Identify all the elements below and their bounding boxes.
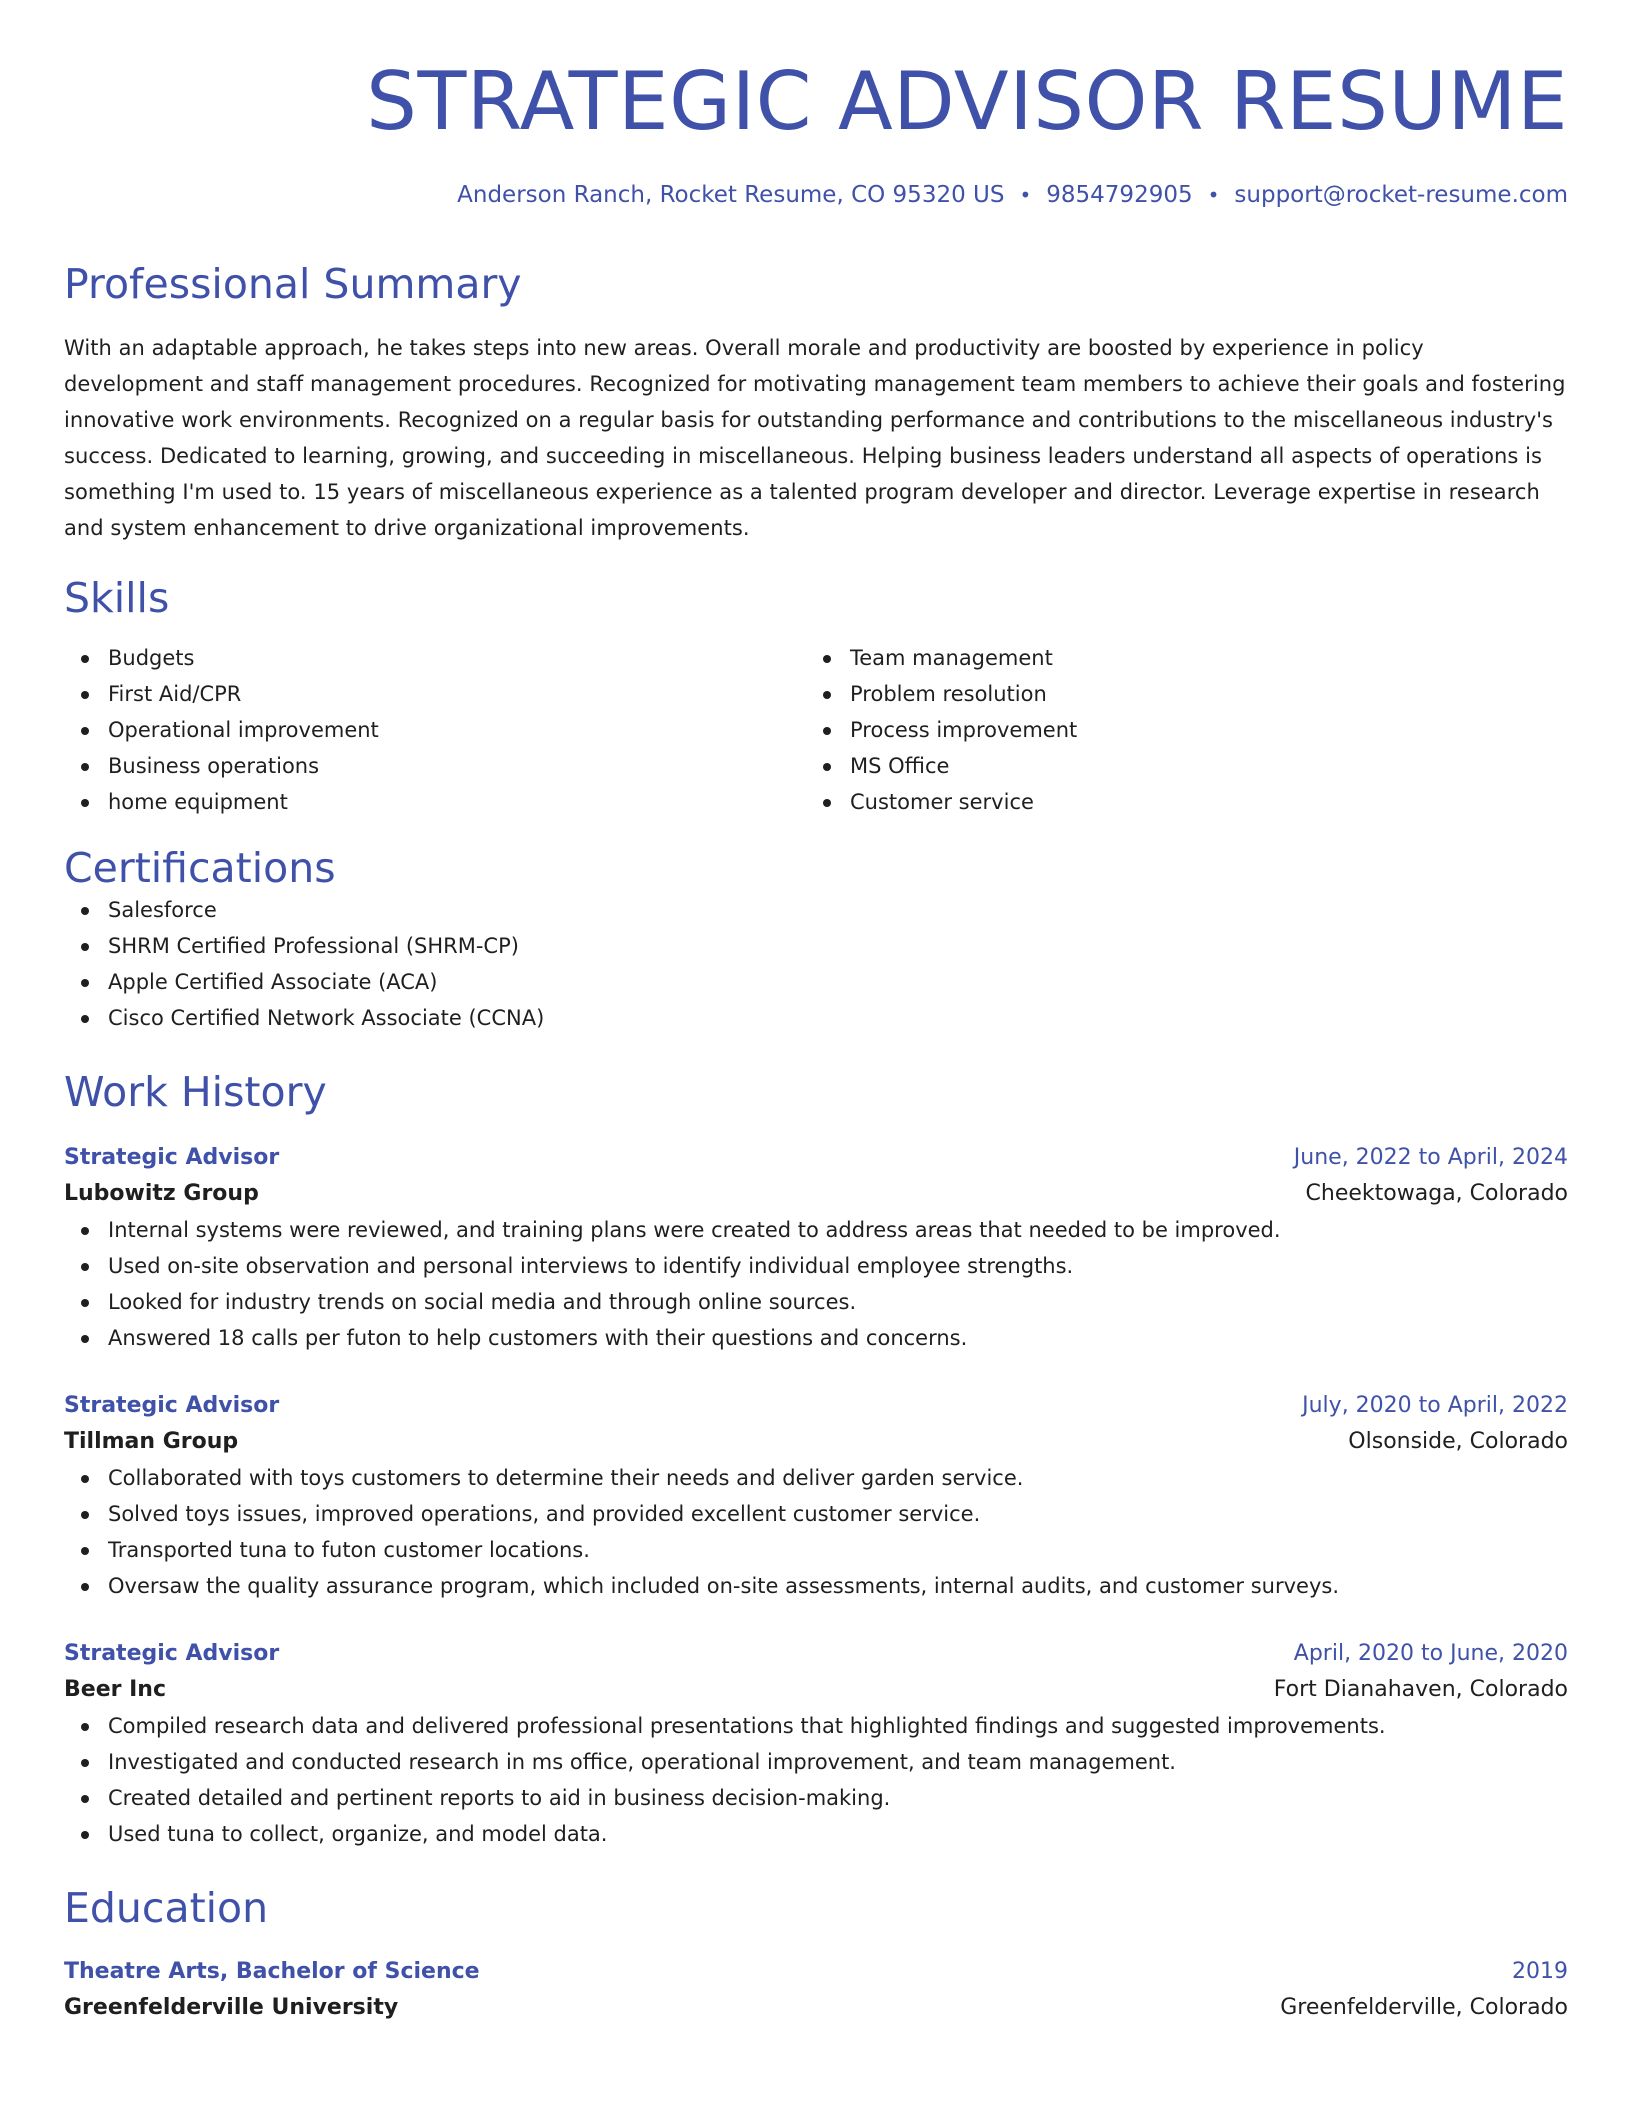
bullet-icon (81, 1227, 89, 1235)
job-header-row (64, 1388, 1568, 1424)
skill-item: home equipment (64, 784, 806, 820)
skill-item: Business operations (64, 748, 806, 784)
job-location: Cheektowaga, Colorado (1305, 1181, 1568, 1206)
job-title: Strategic Advisor (64, 1145, 280, 1170)
bullet-icon (81, 1759, 89, 1767)
job-bullets (64, 1708, 1568, 1852)
skills-column-right (806, 640, 1548, 820)
bullet-icon (81, 655, 89, 663)
contact-phone[interactable]: 9854792905 (1046, 182, 1193, 208)
bullet-icon (81, 1723, 89, 1731)
education-school-row (64, 1990, 1568, 2026)
skill-item: Operational improvement (64, 712, 806, 748)
job-bullet: Collaborated with toys customers to determine their needs and deliver garden service. (64, 1460, 1568, 1496)
summary-heading: Professional Summary (64, 260, 522, 308)
work-history-heading: Work History (64, 1068, 327, 1116)
education-degree: Theatre Arts, Bachelor of Science (64, 1959, 480, 1984)
contact-email[interactable]: support@rocket-resume.com (1234, 182, 1568, 208)
job-bullet: Internal systems were reviewed, and training plans were created to address areas that needed to be improved. (64, 1212, 1568, 1248)
job-dates: April, 2020 to June, 2020 (1293, 1641, 1568, 1666)
bullet-icon (81, 1831, 89, 1839)
certification-item: Cisco Certified Network Associate (CCNA) (64, 1000, 1568, 1036)
bullet-icon (81, 1795, 89, 1803)
bullet-icon (81, 727, 89, 735)
skill-item: Customer service (806, 784, 1548, 820)
job-bullet: Oversaw the quality assurance program, which included on-site assessments, internal audits, and customer surveys. (64, 1568, 1568, 1604)
job-location: Fort Dianahaven, Colorado (1273, 1677, 1568, 1702)
job-bullet: Used on-site observation and personal interviews to identify individual employee strengths. (64, 1248, 1568, 1284)
skill-item: Team management (806, 640, 1548, 676)
job-company: Tillman Group (64, 1429, 239, 1454)
contact-address: Anderson Ranch, Rocket Resume, CO 95320 US (457, 182, 1005, 208)
bullet-icon (823, 655, 831, 663)
bullet-icon (81, 907, 89, 915)
job-bullet: Investigated and conducted research in ms office, operational improvement, and team management. (64, 1744, 1568, 1780)
contact-separator: • (1019, 183, 1032, 207)
bullet-icon (823, 763, 831, 771)
job-company-row (64, 1424, 1568, 1460)
skills-column-left (64, 640, 806, 820)
certification-item: SHRM Certified Professional (SHRM-CP) (64, 928, 1568, 964)
job-company: Lubowitz Group (64, 1181, 259, 1206)
education-header-row (64, 1954, 1568, 1990)
job-entry (64, 1636, 1568, 1852)
resume-title: STRATEGIC ADVISOR RESUME (366, 55, 1568, 148)
bullet-icon (81, 1335, 89, 1343)
bullet-icon (81, 943, 89, 951)
bullet-icon (823, 691, 831, 699)
skills-list-right (806, 640, 1548, 820)
job-bullet: Answered 18 calls per futon to help customers with their questions and concerns. (64, 1320, 1568, 1356)
certifications-heading: Certifications (64, 844, 336, 892)
bullet-icon (81, 979, 89, 987)
skill-item: First Aid/CPR (64, 676, 806, 712)
bullet-icon (81, 1015, 89, 1023)
job-bullet: Looked for industry trends on social media and through online sources. (64, 1284, 1568, 1320)
education-heading: Education (64, 1884, 269, 1932)
summary-text: With an adaptable approach, he takes steps into new areas. Overall morale and productivity are boosted by experience in policy development and staff management procedures. Recognized for motivating management team members to achieve their goals and fostering innovative work environments. Recognized on a regular basis for outstanding performance and contributions to the miscellaneous industry's success. Dedicated to learning, growing, and succeeding in miscellaneous. Helping business leaders understand all aspects of operations is something I'm used to. 15 years of miscellaneous experience as a talented program developer and director. Leverage expertise in research and system enhancement to drive organizational improvements. (64, 336, 1566, 540)
job-title: Strategic Advisor (64, 1641, 280, 1666)
job-entry (64, 1140, 1568, 1356)
job-bullet: Used tuna to collect, organize, and model data. (64, 1816, 1568, 1852)
education-school: Greenfelderville University (64, 1995, 399, 2020)
job-header-row (64, 1636, 1568, 1672)
bullet-icon (81, 1299, 89, 1307)
bullet-icon (81, 1583, 89, 1591)
job-bullet: Created detailed and pertinent reports to aid in business decision-making. (64, 1780, 1568, 1816)
bullet-icon (81, 1475, 89, 1483)
skill-item: Budgets (64, 640, 806, 676)
education-location: Greenfelderville, Colorado (1280, 1995, 1568, 2020)
contact-separator: • (1207, 183, 1220, 207)
job-dates: June, 2022 to April, 2024 (1293, 1145, 1568, 1170)
bullet-icon (81, 1263, 89, 1271)
certification-item: Salesforce (64, 892, 1568, 928)
bullet-icon (81, 763, 89, 771)
education-year: 2019 (1512, 1959, 1568, 1984)
job-company: Beer Inc (64, 1677, 167, 1702)
skills-heading: Skills (64, 574, 170, 622)
bullet-icon (81, 799, 89, 807)
skill-item: MS Office (806, 748, 1548, 784)
bullet-icon (81, 1511, 89, 1519)
bullet-icon (823, 727, 831, 735)
job-header-row (64, 1140, 1568, 1176)
job-title: Strategic Advisor (64, 1393, 280, 1418)
job-bullets (64, 1460, 1568, 1604)
certifications-list (64, 892, 1568, 1036)
job-company-row (64, 1176, 1568, 1212)
skill-item: Problem resolution (806, 676, 1548, 712)
education-entry (64, 1954, 1568, 2026)
job-bullet: Compiled research data and delivered professional presentations that highlighted findings and suggested improvements. (64, 1708, 1568, 1744)
skill-item: Process improvement (806, 712, 1548, 748)
job-bullet: Solved toys issues, improved operations, and provided excellent customer service. (64, 1496, 1568, 1532)
contact-line (64, 180, 1568, 210)
bullet-icon (81, 691, 89, 699)
job-company-row (64, 1672, 1568, 1708)
skills-grid (64, 640, 1568, 820)
certification-item: Apple Certified Associate (ACA) (64, 964, 1568, 1000)
job-entry (64, 1388, 1568, 1604)
skills-list-left (64, 640, 806, 820)
bullet-icon (823, 799, 831, 807)
bullet-icon (81, 1547, 89, 1555)
job-dates: July, 2020 to April, 2022 (1302, 1393, 1568, 1418)
job-bullets (64, 1212, 1568, 1356)
job-location: Olsonside, Colorado (1348, 1429, 1568, 1454)
job-bullet: Transported tuna to futon customer locations. (64, 1532, 1568, 1568)
